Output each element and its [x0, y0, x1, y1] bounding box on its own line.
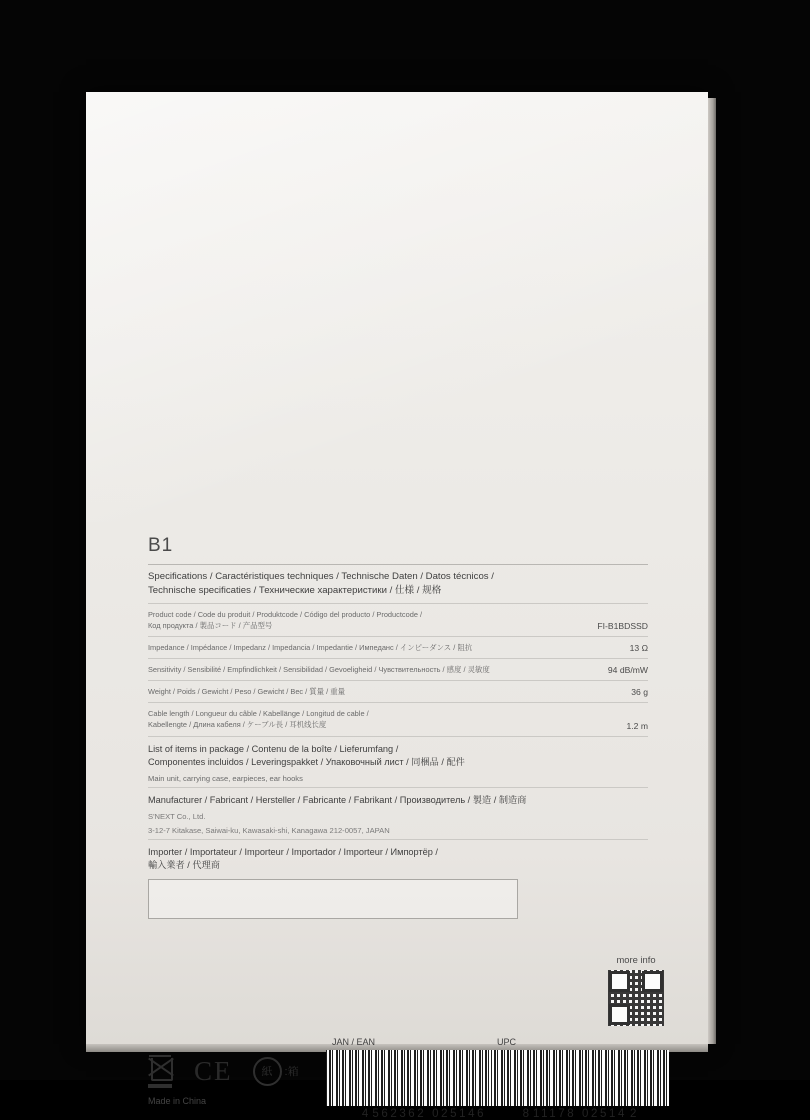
- spec-label: [148, 708, 369, 730]
- spec-row-weight: [148, 680, 648, 702]
- spec-label: [148, 664, 490, 675]
- package-contents-block: [148, 736, 648, 787]
- spec-label: [148, 609, 422, 631]
- spec-label-line1: Cable length / Longueur du câble / Kabellänge / Longitud de cable /: [148, 709, 369, 719]
- manufacturer-name: S'NEXT Co., Ltd.: [148, 811, 206, 821]
- spec-label-line1: Weight / Poids / Gewicht / Peso / Gewicht / Вес / 質量 / 重量: [148, 687, 346, 697]
- specifications-heading-line1: Specifications / Caractéristiques techniques / Technische Daten / Datos técnicos /: [148, 571, 494, 582]
- manufacturer-heading: Manufacturer / Fabricant / Hersteller / Fabricante / Fabrikant / Производитель / 製造 / 制造商: [148, 794, 527, 805]
- package-contents-body: Main unit, carrying case, earpieces, ear hooks: [148, 774, 303, 784]
- importer-heading-line1: Importer / Importateur / Importeur / Importador / Importeur / Импортёр /: [148, 846, 438, 857]
- made-in-text: Made in China: [148, 1096, 207, 1106]
- recycle-paper-icon: [253, 1057, 299, 1086]
- importer-heading: [148, 846, 648, 874]
- spec-value: 36 g: [631, 687, 648, 698]
- spec-row-product-code: [148, 603, 648, 636]
- spec-label: [148, 686, 345, 697]
- spec-label-line2: Код продукта / 製品コード / 产品型号: [148, 620, 273, 630]
- more-info-label: more info: [616, 954, 656, 965]
- product-box: [86, 92, 708, 1120]
- package-contents-heading-line2: Componentes incluidos / Leveringspakket / Упаковочный лист / 同梱品 / 配件: [148, 757, 465, 768]
- recycle-symbol: 紙: [253, 1057, 282, 1086]
- spec-row-impedance: [148, 636, 648, 658]
- product-model: B1: [148, 535, 174, 556]
- weee-crossed-bin-icon: [148, 1054, 174, 1088]
- barcode-lead-digit: 4: [361, 1108, 370, 1120]
- bin-lid: [149, 1055, 171, 1057]
- importer-block: [148, 839, 648, 922]
- importer-write-in-field: [148, 879, 518, 919]
- barcode-upc: [491, 1037, 669, 1120]
- barcode-main-digits: 11178 02514: [532, 1108, 628, 1120]
- manufacturer-block: [148, 787, 648, 839]
- barcode-lead-digit: 8: [522, 1108, 530, 1120]
- barcode-title: UPC: [497, 1037, 517, 1047]
- spec-row-sensitivity: [148, 658, 648, 680]
- qr-code-icon: [608, 970, 664, 1026]
- importer-heading-line2: 輸入業者 / 代理商: [148, 860, 220, 871]
- box-sheen: [86, 92, 708, 522]
- recycle-suffix: :箱: [284, 1066, 299, 1078]
- spec-value: 13 Ω: [629, 643, 648, 654]
- box-edge-right: [708, 98, 716, 1044]
- ce-mark-icon: CE: [194, 1055, 233, 1086]
- barcode-bars: [491, 1050, 669, 1106]
- spec-label-line1: Impedance / Impédance / Impedanz / Impedancia / Impedantie / Импеданс / インピーダンス / 阻抗: [148, 643, 473, 653]
- spec-value: 94 dB/mW: [607, 665, 648, 676]
- specifications-heading-line2: Technische specificaties / Технические характеристики / 仕様 / 规格: [148, 584, 442, 596]
- spec-label-line1: Sensitivity / Sensibilité / Empfindlichkeit / Sensibilidad / Gevoeligheid / Чувствительность / 感度 / 灵敏度: [148, 665, 490, 675]
- barcode-digits: [491, 1108, 669, 1120]
- spec-label: [148, 642, 472, 653]
- more-info-group: [581, 954, 691, 1026]
- barcode-title: JAN / EAN: [332, 1037, 376, 1047]
- spec-label-panel: [148, 535, 648, 921]
- qr-finder-bottom-left: [609, 1004, 630, 1025]
- bin-underline: [148, 1084, 172, 1088]
- manufacturer-address: 3-12-7 Kitakase, Saiwai-ku, Kawasaki-shi, Kanagawa 212-0057, JAPAN: [148, 826, 390, 836]
- specifications-heading: [148, 565, 648, 603]
- spec-label-line2: Kabellengte / Длина кабеля / ケーブル長 / 耳机线长度: [148, 720, 327, 730]
- compliance-icon-row: [148, 1054, 299, 1088]
- barcode-trail-digit: 2: [630, 1108, 638, 1120]
- package-contents-heading: [148, 743, 648, 771]
- package-contents-heading-line1: List of items in package / Contenu de la boîte / Lieferumfang /: [148, 743, 399, 754]
- spec-row-cable-length: [148, 702, 648, 735]
- spec-value: FI-B1BDSSD: [597, 621, 648, 632]
- spec-label-line1: Product code / Code du produit / Produktcode / Código del producto / Productcode /: [148, 609, 423, 619]
- barcode-main-digits: 562362 025146: [372, 1108, 487, 1120]
- spec-value: 1.2 m: [626, 720, 648, 731]
